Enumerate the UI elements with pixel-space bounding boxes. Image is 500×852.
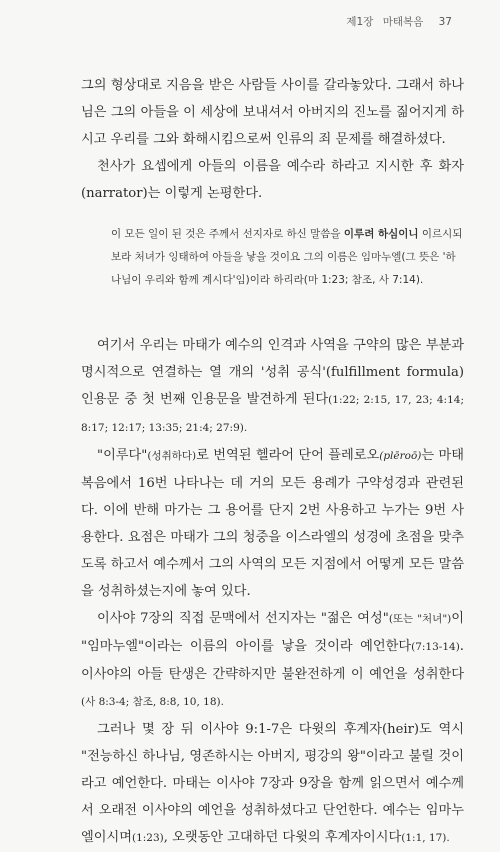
p5-text-2: 이 "임마누엘"이라는 이름의 아이를 낳을 것이라 예언한다 bbox=[81, 611, 465, 654]
p5-reference-1: (7:13-14) bbox=[411, 641, 460, 653]
paragraph-4 bbox=[81, 442, 464, 605]
p4-quote-word: "이루다" bbox=[97, 448, 148, 463]
p6-text-2: , 오랫동안 고대하던 다윗의 후계자이시다 bbox=[163, 830, 402, 845]
p6-text-1: 그러나 몇 장 뒤 이사야 9:1-7은 다윗의 후계자(heir)도 역시 "전능하신 하나님, 영존하시는 아버지, 평강의 왕"이라고 불릴 것이라고 예언한다. 마태는 이사야 7장과 9장을 함께 읽으면서 예수께서 오래전 이사야의 예언을 성취하셨다고 단언한다. 예수는 임마누엘이시며 bbox=[81, 722, 464, 845]
p4-gloss: (성취하다) bbox=[147, 450, 197, 462]
p5-text-1: 이사야 7장의 직접 문맥에서 선지자는 "젊은 여성" bbox=[97, 611, 389, 626]
p3-text: 여기서 우리는 마태가 예수의 인격과 사역을 구약의 많은 부분과 명시적으로 연결하는 열 개의 '성취 공식'(fulfillment formula) 인용문 중 첫 번째 인용문을 발견하게 된다 bbox=[81, 338, 464, 407]
p4-text-2: 는 마태복음에서 16번 나타나는 데 거의 모든 용례가 구약성경과 관련된다. 이에 반해 마가는 그 용어를 단지 2번 사용하고 누가는 9번 사용한다. 요점은 마태가 그의 청중을 이스라엘의 성경에 초점을 맞추도록 하고서 예수께서 그의 사역의 모든 지점에서 어떻게 모든 말씀을 성취하셨는지에 놓여 있다. bbox=[81, 448, 464, 599]
p6-reference-1: (1:23) bbox=[131, 832, 164, 844]
page-body bbox=[81, 72, 464, 852]
p5-reference-2: (사 8:3-4; 참조, 8:8, 10, 18). bbox=[81, 696, 224, 708]
paragraph-2: 천사가 요셉에게 아들의 이름을 예수라 하라고 지시한 후 화자(narrator)는 이렇게 논평한다. bbox=[81, 159, 464, 201]
book-title: 마태복음 bbox=[382, 16, 424, 28]
quote-emphasis: 이루려 하심이니 bbox=[343, 228, 419, 240]
p5-text-3: . 이사야의 아들 탄생은 간략하지만 불완전하게 이 예언을 성취한다 bbox=[81, 639, 464, 682]
quote-reference: (마 1:23; 참조, 사 7:14). bbox=[303, 274, 424, 286]
running-header bbox=[340, 14, 452, 29]
quote-text-a: 이 모든 일이 된 것은 주께서 선지자로 하신 말씀을 bbox=[111, 228, 344, 240]
paragraph-3 bbox=[81, 332, 464, 442]
p3-reference: (1:22; 2:15, 17, 23; 4:14; 8:17; 12:17; 13:35; 21:4; 27:9). bbox=[81, 394, 464, 434]
paragraph-6 bbox=[81, 716, 464, 852]
chapter-label: 제1장 bbox=[346, 16, 374, 28]
p5-gloss: (또는 "처녀") bbox=[388, 613, 452, 625]
p4-greek: (plēroō) bbox=[379, 450, 422, 462]
paragraph-1: 그의 형상대로 지음을 받은 사람들 사이를 갈라놓았다. 그래서 하나님은 그의 아들을 이 세상에 보내셔서 아버지의 진노를 짊어지게 하시고 우리를 그와 화해시킴으로써 인류의 죄 문제를 해결하셨다. bbox=[81, 78, 464, 147]
p6-reference-2: (1:1, 17). bbox=[401, 832, 450, 844]
quote-text-c: 이르시되 보라 처녀가 잉태하여 아들을 낳을 것이요 그의 이름은 임마누엘(그 뜻은 '하나님이 우리와 함께 계시다'임)이라 하리라 bbox=[111, 228, 463, 286]
block-quote bbox=[111, 223, 464, 292]
paragraph-5 bbox=[81, 605, 464, 716]
p4-text-1: 로 번역된 헬라어 단어 플레로오 bbox=[196, 448, 380, 463]
page-number: 37 bbox=[438, 16, 452, 28]
